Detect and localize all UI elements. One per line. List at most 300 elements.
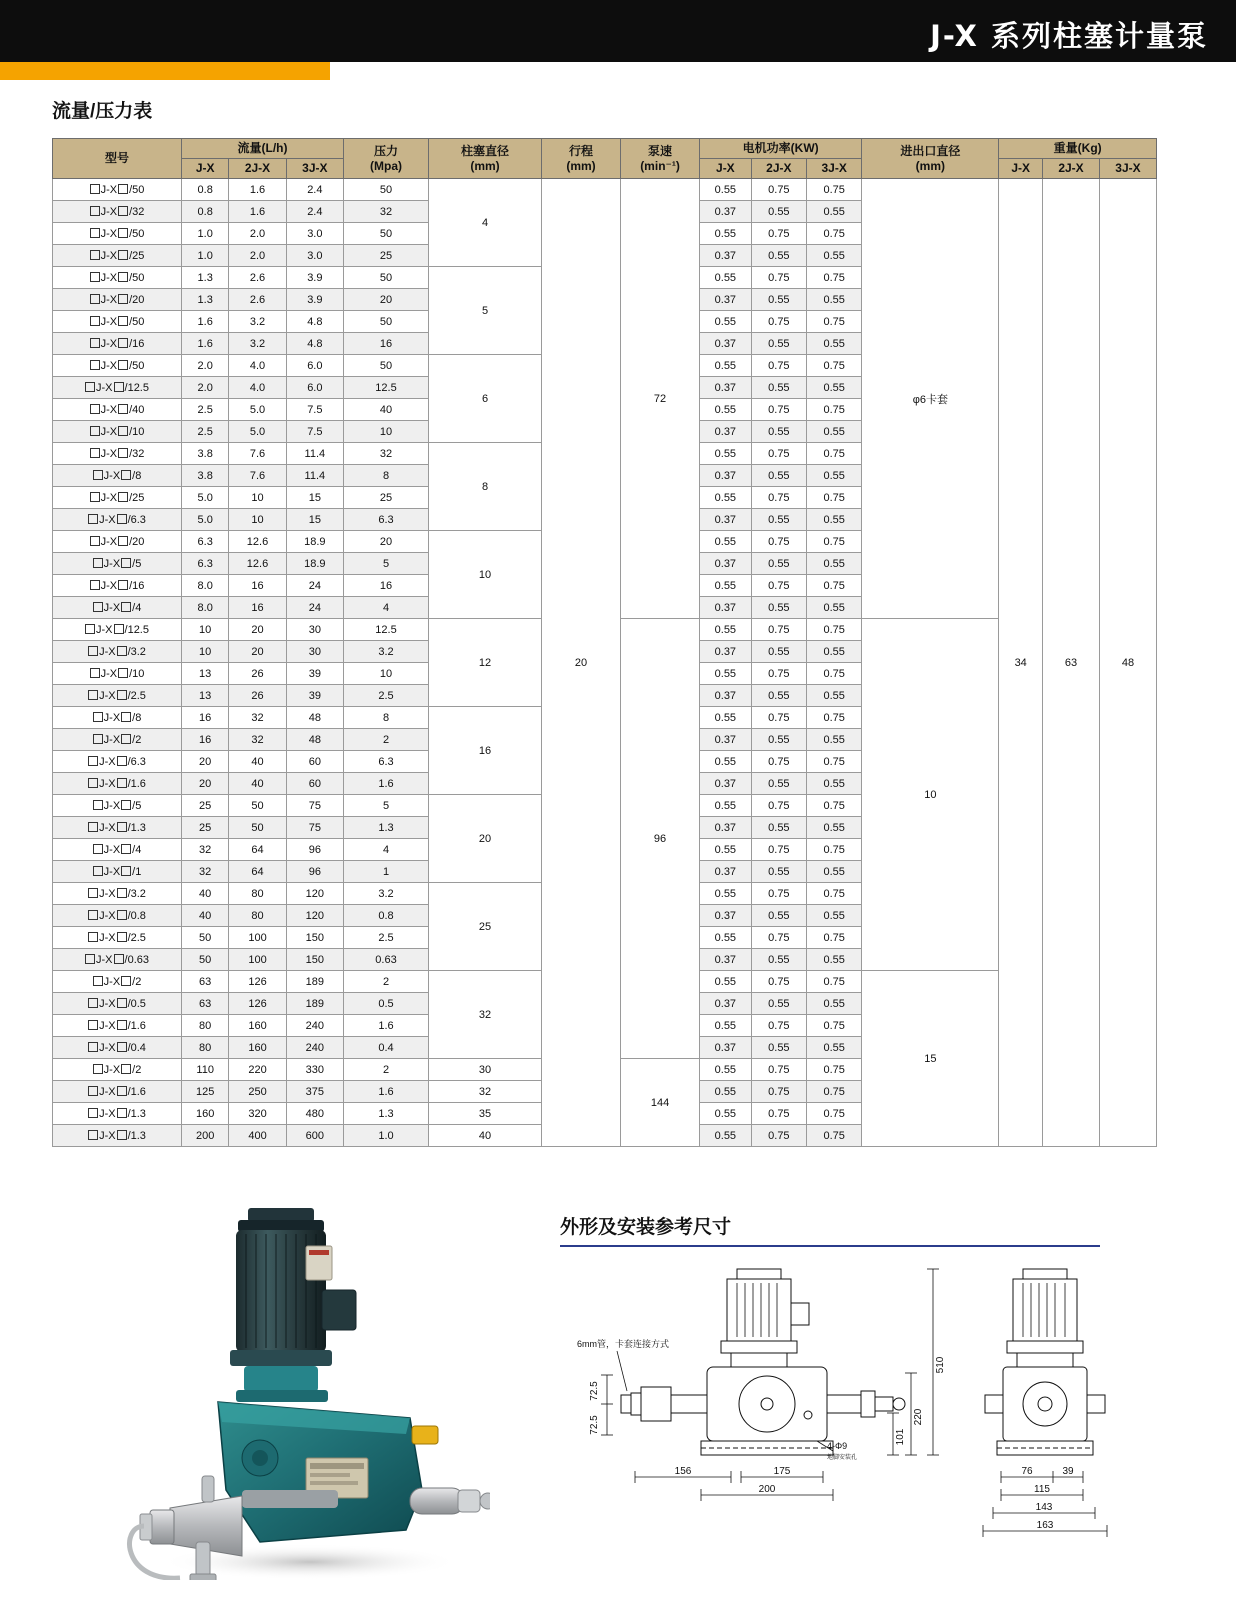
- th-port-l1: 进出口直径: [900, 143, 961, 158]
- cell-motor-power-3: 0.75: [807, 1125, 862, 1147]
- th-pumpspeed: [621, 139, 700, 179]
- header-white-band: [330, 62, 1236, 80]
- cell-model: J-X /0.5: [53, 993, 182, 1015]
- cell-model: J-X /1.6: [53, 773, 182, 795]
- cell-port-diameter: 10: [862, 619, 999, 971]
- cell-flow-3: 18.9: [286, 531, 343, 553]
- cell-model: J-X /25: [53, 245, 182, 267]
- cell-flow-3: 96: [286, 861, 343, 883]
- cell-model: J-X /10: [53, 663, 182, 685]
- cell-plunger-diameter: 32: [429, 1081, 542, 1103]
- cell-motor-power-2: 0.75: [751, 575, 806, 597]
- cell-motor-power-3: 0.55: [807, 905, 862, 927]
- cell-motor-power-1: 0.37: [700, 773, 752, 795]
- cell-motor-power-1: 0.55: [700, 487, 752, 509]
- cell-pressure: 0.8: [344, 905, 429, 927]
- cell-port-diameter: 15: [862, 971, 999, 1147]
- cell-motor-power-2: 0.75: [751, 223, 806, 245]
- cell-motor-power-2: 0.75: [751, 619, 806, 641]
- th-motor-2jx: 2J-X: [751, 159, 806, 179]
- cell-flow-2: 10: [229, 487, 286, 509]
- cell-pressure: 5: [344, 795, 429, 817]
- cell-flow-1: 16: [182, 707, 229, 729]
- cell-model: J-X /40: [53, 399, 182, 421]
- cell-pressure: 10: [344, 663, 429, 685]
- cell-motor-power-3: 0.55: [807, 333, 862, 355]
- cell-model: J-X /50: [53, 267, 182, 289]
- th-motor-jx: J-X: [700, 159, 752, 179]
- cell-flow-3: 96: [286, 839, 343, 861]
- cell-model: J-X /12.5: [53, 619, 182, 641]
- cell-model: J-X /8: [53, 707, 182, 729]
- cell-model: J-X /3.2: [53, 883, 182, 905]
- cell-motor-power-1: 0.37: [700, 333, 752, 355]
- dim-200: 200: [758, 1484, 776, 1495]
- cell-flow-2: 50: [229, 795, 286, 817]
- cell-flow-2: 64: [229, 839, 286, 861]
- cell-motor-power-1: 0.55: [700, 223, 752, 245]
- cell-motor-power-3: 0.75: [807, 487, 862, 509]
- cell-pressure: 4: [344, 597, 429, 619]
- cell-motor-power-3: 0.75: [807, 575, 862, 597]
- cell-motor-power-3: 0.75: [807, 355, 862, 377]
- cell-motor-power-3: 0.55: [807, 201, 862, 223]
- cell-motor-power-1: 0.37: [700, 729, 752, 751]
- cell-pump-speed: 72: [621, 179, 700, 619]
- cell-flow-3: 4.8: [286, 311, 343, 333]
- cell-motor-power-3: 0.55: [807, 993, 862, 1015]
- cell-motor-power-1: 0.55: [700, 1059, 752, 1081]
- cell-pressure: 50: [344, 355, 429, 377]
- dimension-drawing: [555, 1255, 1175, 1585]
- cell-motor-power-2: 0.75: [751, 179, 806, 201]
- cell-motor-power-1: 0.55: [700, 179, 752, 201]
- cell-model: J-X /5: [53, 795, 182, 817]
- th-port-l2: (mm): [915, 158, 946, 173]
- product-photo-svg: [110, 1190, 490, 1580]
- cell-flow-3: 39: [286, 663, 343, 685]
- th-pressure-l1: 压力: [374, 143, 399, 158]
- table-row: [53, 179, 1157, 201]
- cell-flow-1: 1.0: [182, 245, 229, 267]
- cell-flow-2: 26: [229, 685, 286, 707]
- cell-motor-power-3: 0.75: [807, 619, 862, 641]
- cell-motor-power-3: 0.75: [807, 1081, 862, 1103]
- cell-motor-power-3: 0.55: [807, 289, 862, 311]
- cell-motor-power-1: 0.55: [700, 355, 752, 377]
- cell-flow-1: 13: [182, 685, 229, 707]
- cell-flow-1: 10: [182, 619, 229, 641]
- cell-model: J-X /5: [53, 553, 182, 575]
- cell-plunger-diameter: 10: [429, 531, 542, 619]
- cell-flow-2: 320: [229, 1103, 286, 1125]
- cell-motor-power-2: 0.55: [751, 1037, 806, 1059]
- cell-flow-2: 1.6: [229, 179, 286, 201]
- cell-motor-power-1: 0.37: [700, 949, 752, 971]
- cell-motor-power-2: 0.55: [751, 949, 806, 971]
- cell-flow-2: 1.6: [229, 201, 286, 223]
- dim-115: 115: [1034, 1484, 1050, 1495]
- cell-motor-power-2: 0.55: [751, 993, 806, 1015]
- cell-flow-2: 160: [229, 1037, 286, 1059]
- cell-flow-3: 7.5: [286, 399, 343, 421]
- spec-table-body: [53, 179, 1157, 1147]
- cell-pressure: 0.4: [344, 1037, 429, 1059]
- cell-flow-3: 6.0: [286, 355, 343, 377]
- cell-model: J-X /1: [53, 861, 182, 883]
- cell-flow-3: 150: [286, 927, 343, 949]
- cell-model: J-X /0.4: [53, 1037, 182, 1059]
- cell-flow-2: 4.0: [229, 377, 286, 399]
- cell-plunger-diameter: 25: [429, 883, 542, 971]
- cell-motor-power-1: 0.55: [700, 1015, 752, 1037]
- cell-flow-2: 100: [229, 927, 286, 949]
- cell-motor-power-1: 0.55: [700, 619, 752, 641]
- cell-weight-1: 34: [999, 179, 1043, 1147]
- cell-motor-power-1: 0.55: [700, 1125, 752, 1147]
- cell-flow-2: 2.6: [229, 267, 286, 289]
- cell-motor-power-1: 0.55: [700, 971, 752, 993]
- cell-flow-1: 125: [182, 1081, 229, 1103]
- cell-motor-power-3: 0.75: [807, 311, 862, 333]
- cell-flow-1: 1.0: [182, 223, 229, 245]
- cell-flow-1: 1.6: [182, 311, 229, 333]
- cell-pressure: 1.3: [344, 1103, 429, 1125]
- cell-flow-2: 2.0: [229, 223, 286, 245]
- cell-motor-power-2: 0.75: [751, 355, 806, 377]
- cell-motor-power-3: 0.55: [807, 1037, 862, 1059]
- cell-motor-power-2: 0.75: [751, 839, 806, 861]
- cell-motor-power-3: 0.55: [807, 421, 862, 443]
- cell-motor-power-1: 0.37: [700, 817, 752, 839]
- cell-plunger-diameter: 12: [429, 619, 542, 707]
- cell-motor-power-2: 0.75: [751, 971, 806, 993]
- cell-motor-power-3: 0.75: [807, 399, 862, 421]
- cell-flow-2: 400: [229, 1125, 286, 1147]
- cell-flow-2: 12.6: [229, 553, 286, 575]
- cell-motor-power-3: 0.75: [807, 223, 862, 245]
- cell-motor-power-2: 0.55: [751, 641, 806, 663]
- cell-motor-power-2: 0.55: [751, 377, 806, 399]
- cell-pressure: 10: [344, 421, 429, 443]
- cell-motor-power-1: 0.55: [700, 1081, 752, 1103]
- dim-510: 510: [935, 1356, 946, 1374]
- cell-motor-power-1: 0.55: [700, 883, 752, 905]
- cell-model: J-X /25: [53, 487, 182, 509]
- cell-flow-2: 20: [229, 619, 286, 641]
- cell-flow-3: 330: [286, 1059, 343, 1081]
- cell-flow-3: 11.4: [286, 465, 343, 487]
- cell-motor-power-1: 0.55: [700, 531, 752, 553]
- cell-motor-power-1: 0.37: [700, 1037, 752, 1059]
- cell-motor-power-2: 0.75: [751, 927, 806, 949]
- cell-motor-power-2: 0.55: [751, 685, 806, 707]
- cell-flow-2: 12.6: [229, 531, 286, 553]
- cell-model: J-X /0.63: [53, 949, 182, 971]
- cell-plunger-diameter: 32: [429, 971, 542, 1059]
- spec-table-container: [52, 138, 1157, 1147]
- cell-pressure: 6.3: [344, 509, 429, 531]
- cell-model: J-X /32: [53, 201, 182, 223]
- th-motor: 电机功率(KW): [700, 139, 862, 159]
- cell-motor-power-3: 0.75: [807, 663, 862, 685]
- spec-table: [52, 138, 1157, 1147]
- cell-model: J-X /10: [53, 421, 182, 443]
- cell-flow-3: 39: [286, 685, 343, 707]
- cell-flow-1: 5.0: [182, 509, 229, 531]
- cell-flow-3: 4.8: [286, 333, 343, 355]
- cell-flow-3: 189: [286, 993, 343, 1015]
- cell-flow-1: 50: [182, 949, 229, 971]
- cell-motor-power-2: 0.75: [751, 1081, 806, 1103]
- cell-flow-1: 50: [182, 927, 229, 949]
- cell-flow-2: 5.0: [229, 421, 286, 443]
- cell-flow-1: 8.0: [182, 597, 229, 619]
- cell-model: J-X /32: [53, 443, 182, 465]
- cell-motor-power-2: 0.55: [751, 861, 806, 883]
- cell-flow-1: 2.0: [182, 355, 229, 377]
- cell-motor-power-2: 0.55: [751, 245, 806, 267]
- cell-flow-1: 6.3: [182, 553, 229, 575]
- cell-pressure: 25: [344, 245, 429, 267]
- cell-model: J-X /20: [53, 289, 182, 311]
- cell-flow-2: 32: [229, 729, 286, 751]
- spec-table-head: [53, 139, 1157, 179]
- cell-motor-power-2: 0.55: [751, 817, 806, 839]
- cell-motor-power-2: 0.75: [751, 707, 806, 729]
- cell-motor-power-2: 0.75: [751, 751, 806, 773]
- cell-pump-speed: 144: [621, 1059, 700, 1147]
- cell-flow-1: 20: [182, 773, 229, 795]
- cell-flow-1: 1.6: [182, 333, 229, 355]
- cell-motor-power-2: 0.55: [751, 773, 806, 795]
- dim-76: 76: [1021, 1466, 1033, 1477]
- cell-pressure: 12.5: [344, 619, 429, 641]
- cell-plunger-diameter: 4: [429, 179, 542, 267]
- cell-pressure: 8: [344, 465, 429, 487]
- cell-motor-power-3: 0.55: [807, 949, 862, 971]
- cell-pressure: 32: [344, 201, 429, 223]
- dim-72-5-top: 72.5: [589, 1381, 600, 1401]
- cell-motor-power-2: 0.55: [751, 465, 806, 487]
- cell-port-diameter: φ6卡套: [862, 179, 999, 619]
- cell-flow-1: 3.8: [182, 443, 229, 465]
- cell-flow-1: 16: [182, 729, 229, 751]
- cell-flow-1: 0.8: [182, 201, 229, 223]
- cell-pressure: 50: [344, 179, 429, 201]
- cell-pressure: 2: [344, 1059, 429, 1081]
- th-weight-2jx: 2J-X: [1043, 159, 1100, 179]
- cell-pressure: 1: [344, 861, 429, 883]
- cell-plunger-diameter: 6: [429, 355, 542, 443]
- cell-flow-1: 2.5: [182, 399, 229, 421]
- dim-163: 163: [1036, 1520, 1054, 1531]
- cell-motor-power-1: 0.37: [700, 641, 752, 663]
- cell-motor-power-2: 0.55: [751, 729, 806, 751]
- cell-flow-2: 250: [229, 1081, 286, 1103]
- cell-model: J-X /16: [53, 575, 182, 597]
- cell-motor-power-3: 0.75: [807, 707, 862, 729]
- cell-pressure: 32: [344, 443, 429, 465]
- cell-flow-2: 26: [229, 663, 286, 685]
- cell-flow-2: 3.2: [229, 311, 286, 333]
- cell-pressure: 25: [344, 487, 429, 509]
- cell-flow-1: 0.8: [182, 179, 229, 201]
- th-weight-3jx: 3J-X: [1099, 159, 1156, 179]
- cell-flow-1: 80: [182, 1037, 229, 1059]
- cell-motor-power-1: 0.37: [700, 465, 752, 487]
- cell-flow-3: 2.4: [286, 179, 343, 201]
- th-stroke: [542, 139, 621, 179]
- cell-pressure: 3.2: [344, 641, 429, 663]
- th-pressure-l2: (Mpa): [370, 158, 403, 173]
- th-weight-jx: J-X: [999, 159, 1043, 179]
- cell-pressure: 4: [344, 839, 429, 861]
- page-title: J-X 系列柱塞计量泵: [930, 19, 1208, 53]
- cell-flow-1: 6.3: [182, 531, 229, 553]
- dimensions-title: 外形及安装参考尺寸: [560, 1217, 732, 1238]
- cell-flow-3: 3.9: [286, 289, 343, 311]
- th-plunger: [429, 139, 542, 179]
- cell-model: J-X /50: [53, 179, 182, 201]
- cell-motor-power-2: 0.75: [751, 795, 806, 817]
- cell-motor-power-1: 0.37: [700, 289, 752, 311]
- cell-model: J-X /50: [53, 355, 182, 377]
- cell-flow-2: 7.6: [229, 443, 286, 465]
- th-model: 型号: [53, 139, 182, 179]
- cell-flow-2: 40: [229, 751, 286, 773]
- cell-motor-power-1: 0.37: [700, 553, 752, 575]
- cell-flow-2: 160: [229, 1015, 286, 1037]
- cell-pressure: 1.6: [344, 773, 429, 795]
- cell-flow-3: 7.5: [286, 421, 343, 443]
- cell-motor-power-1: 0.37: [700, 905, 752, 927]
- cell-motor-power-2: 0.55: [751, 905, 806, 927]
- cell-flow-3: 15: [286, 487, 343, 509]
- cell-flow-3: 60: [286, 751, 343, 773]
- cell-motor-power-3: 0.55: [807, 729, 862, 751]
- cell-model: J-X /2: [53, 729, 182, 751]
- cell-flow-3: 2.4: [286, 201, 343, 223]
- cell-pressure: 1.3: [344, 817, 429, 839]
- cell-motor-power-3: 0.75: [807, 927, 862, 949]
- cell-model: J-X /50: [53, 311, 182, 333]
- cell-flow-1: 63: [182, 993, 229, 1015]
- cell-flow-3: 48: [286, 729, 343, 751]
- cell-motor-power-1: 0.55: [700, 443, 752, 465]
- cell-flow-2: 40: [229, 773, 286, 795]
- cell-flow-1: 200: [182, 1125, 229, 1147]
- cell-flow-1: 63: [182, 971, 229, 993]
- cell-flow-2: 5.0: [229, 399, 286, 421]
- cell-flow-3: 375: [286, 1081, 343, 1103]
- cell-flow-1: 40: [182, 883, 229, 905]
- cell-motor-power-1: 0.37: [700, 509, 752, 531]
- cell-pump-speed: 96: [621, 619, 700, 1059]
- th-port: [862, 139, 999, 179]
- cell-motor-power-1: 0.37: [700, 861, 752, 883]
- cell-flow-3: 24: [286, 575, 343, 597]
- th-stroke-l2: (mm): [566, 158, 596, 173]
- cell-motor-power-2: 0.55: [751, 597, 806, 619]
- cell-model: J-X /6.3: [53, 509, 182, 531]
- cell-pressure: 50: [344, 267, 429, 289]
- dim-220: 220: [913, 1408, 924, 1426]
- cell-flow-3: 15: [286, 509, 343, 531]
- cell-motor-power-3: 0.55: [807, 245, 862, 267]
- flow-table-title: 流量/压力表: [52, 101, 153, 122]
- cell-flow-1: 80: [182, 1015, 229, 1037]
- dimensions-underline: [560, 1245, 1100, 1247]
- cell-motor-power-2: 0.75: [751, 311, 806, 333]
- cell-pressure: 1.6: [344, 1081, 429, 1103]
- dim-101: 101: [895, 1428, 906, 1446]
- cell-flow-3: 120: [286, 883, 343, 905]
- cell-motor-power-2: 0.75: [751, 1125, 806, 1147]
- cell-plunger-diameter: 30: [429, 1059, 542, 1081]
- cell-flow-2: 126: [229, 993, 286, 1015]
- cell-pressure: 2: [344, 971, 429, 993]
- cell-motor-power-1: 0.37: [700, 421, 752, 443]
- cell-model: J-X /2: [53, 971, 182, 993]
- cell-flow-1: 32: [182, 839, 229, 861]
- cell-flow-2: 80: [229, 883, 286, 905]
- cell-motor-power-2: 0.55: [751, 333, 806, 355]
- cell-motor-power-1: 0.55: [700, 399, 752, 421]
- cell-motor-power-1: 0.55: [700, 927, 752, 949]
- note-pipe: 6mm管，卡套连接方式: [577, 1339, 669, 1349]
- cell-model: J-X /2.5: [53, 685, 182, 707]
- cell-motor-power-3: 0.75: [807, 839, 862, 861]
- cell-model: J-X /4: [53, 839, 182, 861]
- th-plunger-l2: (mm): [470, 158, 500, 173]
- cell-motor-power-3: 0.55: [807, 465, 862, 487]
- cell-flow-3: 75: [286, 817, 343, 839]
- cell-pressure: 50: [344, 223, 429, 245]
- cell-flow-3: 24: [286, 597, 343, 619]
- cell-flow-2: 7.6: [229, 465, 286, 487]
- cell-flow-2: 80: [229, 905, 286, 927]
- cell-motor-power-3: 0.75: [807, 179, 862, 201]
- cell-flow-2: 16: [229, 597, 286, 619]
- cell-flow-1: 10: [182, 641, 229, 663]
- cell-flow-2: 3.2: [229, 333, 286, 355]
- th-flow: 流量(L/h): [182, 139, 344, 159]
- cell-flow-1: 25: [182, 795, 229, 817]
- cell-stroke: 20: [542, 179, 621, 1147]
- cell-flow-1: 2.5: [182, 421, 229, 443]
- cell-motor-power-1: 0.55: [700, 663, 752, 685]
- cell-motor-power-2: 0.75: [751, 399, 806, 421]
- cell-model: J-X /16: [53, 333, 182, 355]
- cell-pressure: 8: [344, 707, 429, 729]
- cell-motor-power-1: 0.37: [700, 377, 752, 399]
- cell-motor-power-1: 0.55: [700, 311, 752, 333]
- cell-flow-1: 20: [182, 751, 229, 773]
- th-pumpspeed-l2: (min⁻¹): [640, 158, 680, 173]
- dim-175: 175: [773, 1466, 791, 1477]
- cell-flow-3: 3.0: [286, 245, 343, 267]
- cell-flow-1: 13: [182, 663, 229, 685]
- cell-flow-3: 3.9: [286, 267, 343, 289]
- cell-weight-3: 48: [1099, 179, 1156, 1147]
- cell-flow-2: 16: [229, 575, 286, 597]
- cell-pressure: 20: [344, 531, 429, 553]
- cell-motor-power-3: 0.55: [807, 641, 862, 663]
- th-flow-2jx: 2J-X: [229, 159, 286, 179]
- cell-pressure: 2: [344, 729, 429, 751]
- cell-motor-power-1: 0.37: [700, 993, 752, 1015]
